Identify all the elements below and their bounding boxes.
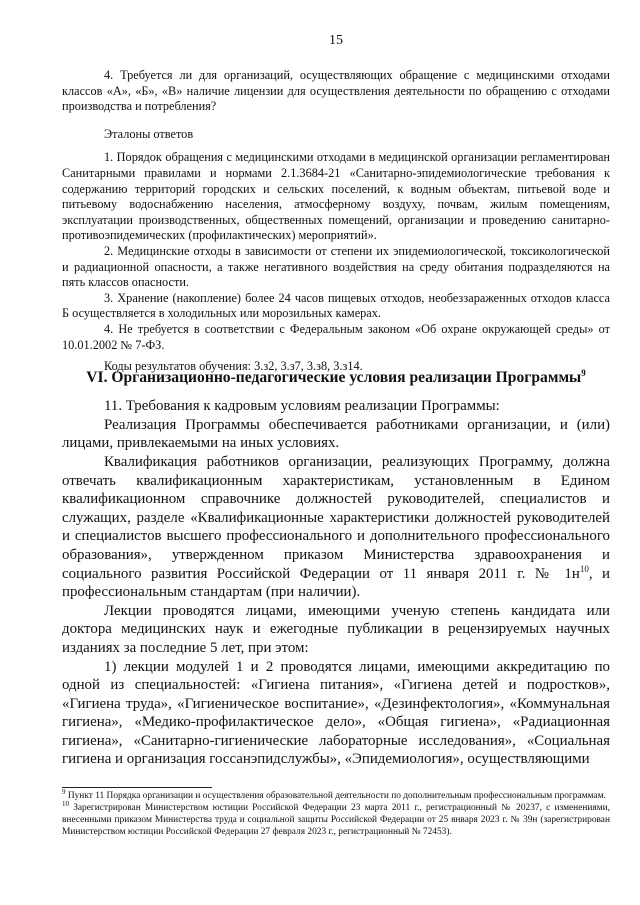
page-number: 15 [329, 33, 343, 48]
paragraph-qualification [62, 453, 610, 602]
footnote-10-mark: 10 [62, 799, 69, 808]
answer-1: 1. Порядок обращения с медицинскими отходами в медицинской организации регламентирован Санитарными правилами и нормами 2.1.3684-21 «Санитарно-эпидемиологические требования к содержанию территорий городских и сельских поселений, к водным объектам, питьевой воде и питьевому водоснабжению населения, атмосферному воздуху, почвам, жилым помещениям, эксплуатации производственных, общественных помещений, организации и проведению санитарно-противоэпидемических (профилактических) мероприятий». [62, 150, 610, 243]
qualification-text: Квалификация работников организации, реализующих Программу, должна отвечать квалификационным характеристикам, установленным в Едином квалификационном справочнике должностей руководителей, специалистов и служащих, разделе «Квалификационные характеристики должностей руководителей и специалистов высшего профессионального и дополнительного профессионального образования», утвержденном приказом Министерства здравоохранения и социального развития Российской Федерации от 11 января 2011 г. № 1н [62, 453, 610, 582]
qualification-text-end: , и профессиональным стандартам (при наличии). [62, 565, 610, 601]
section-heading [62, 368, 610, 387]
footnote-9-mark: 9 [62, 787, 66, 796]
section-block [62, 368, 610, 769]
answer-4: 4. Не требуется в соответствии с Федеральным законом «Об охране окружающей среды» от 10.01.2002 № 7-ФЗ. [62, 321, 610, 352]
paragraph-11: 11. Требования к кадровым условиям реализации Программы: [104, 398, 500, 415]
footnotes [62, 787, 610, 839]
footnote-divider [62, 787, 212, 788]
footnote-10-text: Зарегистрирован Министерством юстиции Российской Федерации 23 марта 2011 г., регистрационный № 20237, с изменениями, внесенными приказом Министерства труда и социальной защиты Российской Федерации от 25 января 2023 г. № 39н (зарегистрирован Министерством юстиции Российской Федерации 27 февраля 2023 г., регистрационный № 72453). [62, 802, 610, 837]
answer-2: 2. Медицинские отходы в зависимости от степени их эпидемиологической, токсикологической и радиационной опасности, а также негативного воздействия на среду обитания подразделяются на пять классов опасности. [62, 243, 610, 290]
answers-title: Эталоны ответов [104, 126, 194, 141]
paragraph-modules: 1) лекции модулей 1 и 2 проводятся лицами, имеющими аккредитацию по одной из специальностей: «Гигиена питания», «Гигиена детей и подростков», «Гигиена труда», «Гигиеническое воспитание», «Дезинфектология», «Коммунальная гигиена», «Медико-профилактическое дело», «Общая гигиена», «Радиационная гигиена», «Санитарно-гигиенические лабораторные исследования», «Социальная гигиена и организация госсанэпидслужбы», «Эпидемиология», осуществляющими [62, 658, 610, 768]
result-codes: Коды результатов обучения: 3.з2, 3.з7, 3.з8, 3.з14. [104, 359, 363, 374]
answer-3: 3. Хранение (накопление) более 24 часов пищевых отходов, необеззараженных отходов класса Б осуществляется в холодильных или морозильных камерах. [62, 290, 610, 321]
footnote-9-text: Пункт 11 Порядка организации и осуществления образовательной деятельности по дополнительным профессиональным программам. [67, 791, 606, 801]
upper-block [62, 68, 610, 375]
paragraph-lectures: Лекции проводятся лицами, имеющими ученую степень кандидата или доктора медицинских наук и ежегодные публикации в рецензируемых научных изданиях за последние 5 лет, при этом: [62, 602, 610, 656]
paragraph-implementation: Реализация Программы обеспечивается работниками организации, и (или) лицами, привлекаемыми на иных условиях. [62, 416, 610, 452]
section-heading-text: VI. Организационно-педагогические условия реализации Программы [86, 369, 582, 387]
question-4: 4. Требуется ли для организаций, осуществляющих обращение с медицинскими отходами классов «А», «Б», «В» наличие лицензии для осуществления деятельности по обращению с отходами производства и потребления? [62, 68, 610, 114]
footnote-ref-9: 9 [581, 368, 586, 378]
footnote-9 [62, 787, 610, 803]
footnote-ref-10: 10 [579, 563, 589, 574]
footnote-10 [62, 799, 610, 839]
